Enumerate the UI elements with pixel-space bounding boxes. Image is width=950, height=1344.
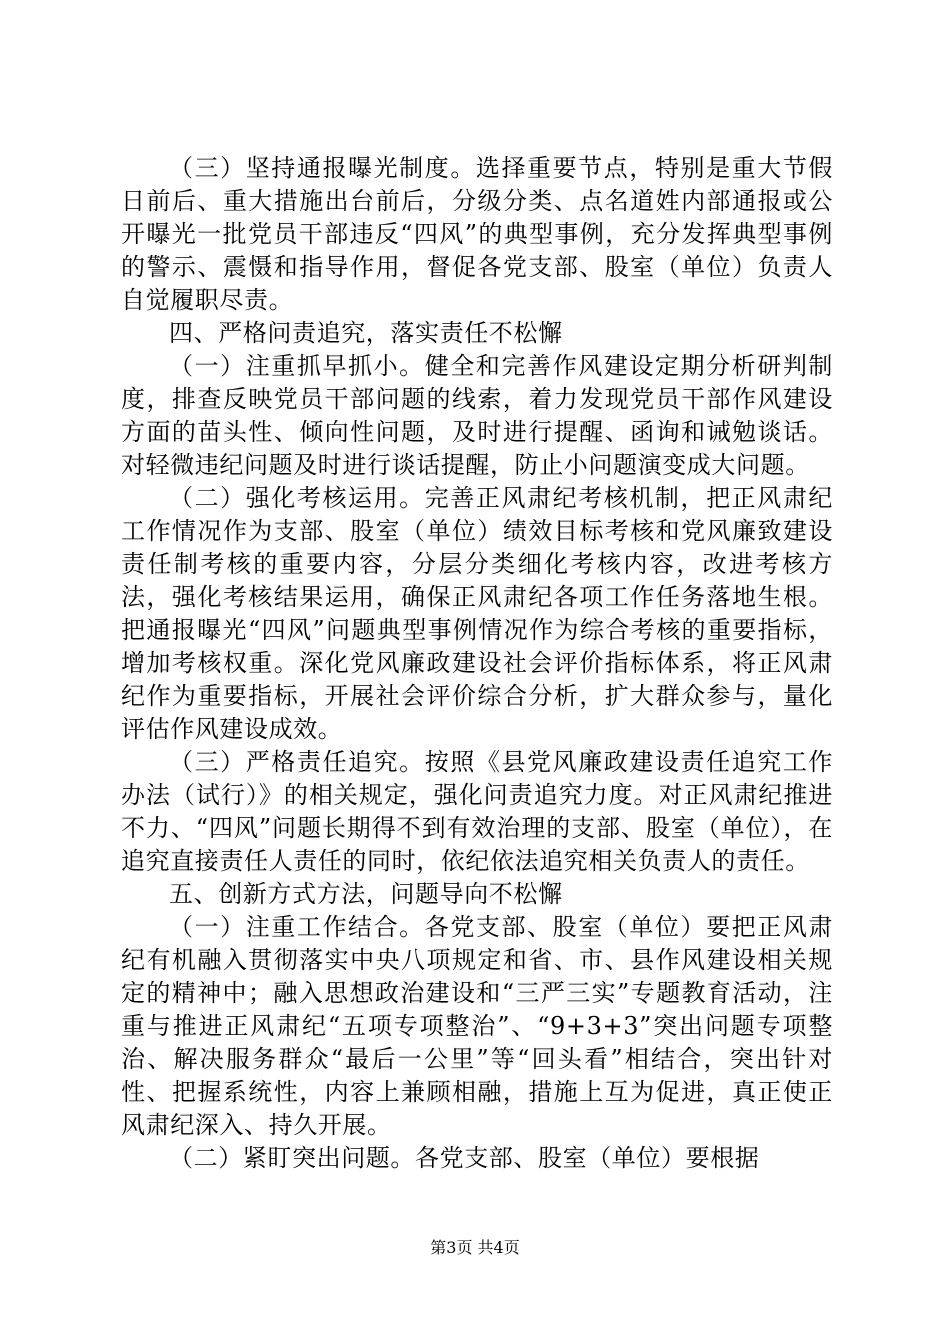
page-number-label: 第3页 共4页 <box>430 1238 520 1257</box>
paragraph-work-integration: （一）注重工作结合。各党支部、股室（单位）要把正风肃纪有机融入贯彻落实中央八项规定和省、市、县作风建设相关规定的精神中；融入思想政治建设和“三严三实”专题教育活动，注重与推进正风肃纪“五项专项整治”、“9+3+3”突出问题专项整治、解决服务群众“最后一公里”等“回头看”相结合，突出针对性、把握系统性，内容上兼顾相融，措施上互为促进，真正使正风肃纪深入、持久开展。 <box>121 913 833 1139</box>
paragraph-notification-exposure: （三）坚持通报曝光制度。选择重要节点，特别是重大节假日前后、重大措施出台前后，分级分类、点名道姓内部通报或公开曝光一批党员干部违反“四风”的典型事例，充分发挥典型事例的警示、震慑和指导作用，督促各党支部、股室（单位）负责人自觉履职尽责。 <box>121 154 833 314</box>
section-heading-accountability: 四、严格问责追究，落实责任不松懈 <box>169 319 563 347</box>
page-footer <box>0 1237 950 1259</box>
section-heading-innovation: 五、创新方式方法，问题导向不松懈 <box>169 880 563 908</box>
paragraph-responsibility: （三）严格责任追究。按照《县党风廉政建设责任追究工作办法（试行）》的相关规定，强化问责追究力度。对正风肃纪推进不力、“四风”问题长期得不到有效治理的支部、股室（单位），在追究直接责任人责任的同时，依纪依法追究相关负责人的责任。 <box>121 748 833 875</box>
paragraph-focus-problems: （二）紧盯突出问题。各党支部、股室（单位）要根据 <box>169 1144 760 1172</box>
paragraph-assessment: （二）强化考核运用。完善正风肃纪考核机制，把正风肃纪工作情况作为支部、股室（单位）绩效目标考核和党风廉致建设责任制考核的重要内容，分层分类细化考核内容，改进考核方法，强化考核结果运用，确保正风肃纪各项工作任务落地生根。把通报曝光“四风”问题典型事例情况作为综合考核的重要指标，增加考核权重。深化党风廉政建设社会评价指标体系，将正风肃纪作为重要指标，开展社会评价综合分析，扩大群众参与，量化评估作风建设成效。 <box>121 484 833 743</box>
paragraph-early-prevention: （一）注重抓早抓小。健全和完善作风建设定期分析研判制度，排查反映党员干部问题的线索，着力发现党员干部作风建设方面的苗头性、倾向性问题，及时进行提醒、函询和诫勉谈话。对轻微违纪问题及时进行谈话提醒，防止小问题演变成大问题。 <box>121 352 833 479</box>
document-body <box>121 152 833 1175</box>
